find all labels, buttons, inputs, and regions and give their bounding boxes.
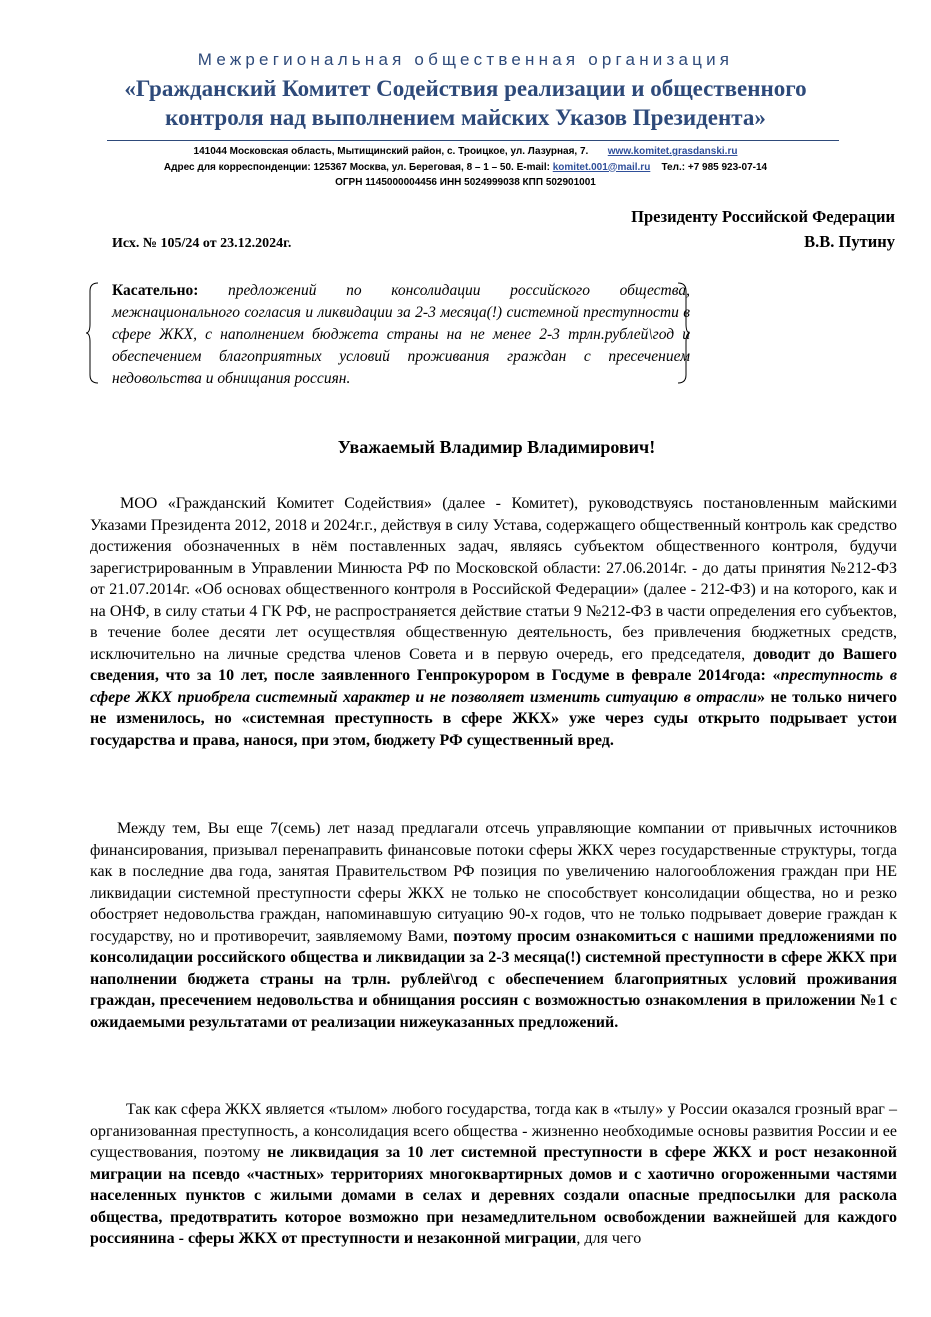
recipient-title: Президенту Российской Федерации [631,207,895,226]
correspondence-address: Адрес для корреспонденции: 125367 Москва, ул. Береговая, 8 – 1 – 50. E-mail: [163,161,550,173]
subject-label: Касательно: [112,282,199,299]
organization-name-line2: контроля над выполнением майских Указов Президента» [165,105,766,130]
address-line [0,144,931,160]
paragraph-2-bold: поэтому просим ознакомиться с нашими предложениями по консолидации российского общества и ликвидации за 2-3 месяца(!) системной преступности в сфере ЖКХ при наполнении бюджета страны на трлн. рублей\год с обеспечением благоприятных условий проживания граждан, пресечением недовольства и обнищания россиян с возможностью ознакомления в приложении №1 с ожидаемыми результатами от реализации нижеуказанных предложений. [90,927,898,1031]
left-brace-icon [86,282,100,384]
address-text: 141044 Московская область, Мытищинский район, с. Троицкое, ул. Лазурная, 7. [193,146,589,157]
paragraph-1-bold: доводит до Вашего сведения, что за 10 лет, после заявленного Генпрокурором в Госдуме в феврале 2014года: « [90,645,898,684]
organization-name-line1: «Гражданский Комитет Содействия реализации и общественного [124,76,807,101]
recipient-block [631,204,895,254]
paragraph-3-bold: не ликвидация за 10 лет системной преступности в сфере ЖКХ и рост незаконной миграции на псевдо «частных» территориях многоквартирных домов и с хаотично огороженными частями населенных пунктов с жилыми домами в селах и деревнях создали опасные предпосылки для раскола общества, предотвратить которое возможно при незамедлительном освобождении важнейшей для каждого россиянина - сферы ЖКХ от преступности и незаконной миграции [90,1144,898,1247]
outgoing-number: Исх. № 105/24 от 23.12.2024г. [112,236,292,251]
organization-name [60,74,871,132]
organization-type: Межрегиональная общественная организация [197,50,734,69]
registration-ids: ОГРН 1145000004456 ИНН 5024999038 КПП 502901001 [335,177,596,188]
correspondence-line [0,160,931,176]
email-link[interactable]: komitet.001@mail.ru [552,161,651,173]
paragraph-1 [90,493,897,751]
paragraph-1-plain: МОО «Гражданский Комитет Содействия» (далее - Комитет), руководствуясь постановленным майскими Указами Президента 2012, 2018 и 2024г.г., действуя в силу Устава, содержащего общественный контроль как средство достижения обозначенных в нём поставленных задач, являясь субъектом общественного контроля, будучи зарегистрированным в Управлении Минюста РФ по Московской области: 27.06.2014г. - до даты принятия №212-ФЗ от 21.07.2014г. «Об основах общественного контроля в Российской Федерации» (далее - 212-ФЗ) и на которого, как и на ОНФ, в силу статьи 4 ГК РФ, не распространяется действие статьи 9 №212-ФЗ в части определения его субъектов, в течение более десяти лет осуществляя общественную деятельность, без привлечения бюджетных средств, исключительно на личные средства членов Совета и в первую очередь, его председателя, [90,495,897,663]
contact-block [0,144,931,191]
paragraph-3 [90,1099,897,1250]
header-divider [107,140,839,141]
greeting: Уважаемый Владимир Владимирович! [337,437,656,457]
paragraph-3-plain: Так как сфера ЖКХ является «тылом» любого государства, тогда как в «тылу» у России оказался грозный враг – организованная преступность, а консолидация всего общества - жизненно необходимые основы развития России и ее существования, поэтому [90,1101,897,1161]
website-link[interactable]: www.komitet.grasdanski.ru [607,146,738,157]
phone-number: Тел.: +7 985 923-07-14 [661,161,768,173]
paragraph-3-tail: , для чего [576,1230,642,1247]
subject-text [112,280,690,390]
paragraph-2 [90,818,897,1033]
subject-body: предложений по консолидации российского общества, межнационального согласия и ликвидации за 2-3 месяца(!) системной преступности в сфере ЖКХ, с наполнением бюджета страны на не менее 2-3 трлн.рублей\год и обеспечением благоприятных условий проживания граждан с пресечением недовольства и обнищания россиян. [112,282,690,387]
paragraph-1-bold-end: » не только ничего не изменилось, но «системная преступность в сфере ЖКХ» уже через суды открыто подрывает устои государства и права, нанося, при этом, бюджету РФ существенный вред. [90,688,897,749]
recipient-name: В.В. Путину [804,232,895,251]
paragraph-2-plain: Между тем, Вы еще 7(семь) лет назад предлагали отсечь управляющие компании от привычных источников финансирования, призывал перенаправить финансовые потоки сферы ЖКХ через государственные структуры, тогда как в последние два года, занятая Правительством РФ позиция по увеличению налогообложения граждан при НЕ ликвидации системной преступности сферы ЖКХ не только не способствует консолидации общества, но и резко обостряет недовольства граждан, напоминавшую ситуацию 90-х годов, что не только подрывает доверие граждан к государству, но и противоречит, заявляемому Вами, [90,820,897,945]
paragraph-1-quote: преступность в сфере ЖКХ приобрела системный характер и не позволяет изменить ситуацию в отрасли [90,667,897,706]
